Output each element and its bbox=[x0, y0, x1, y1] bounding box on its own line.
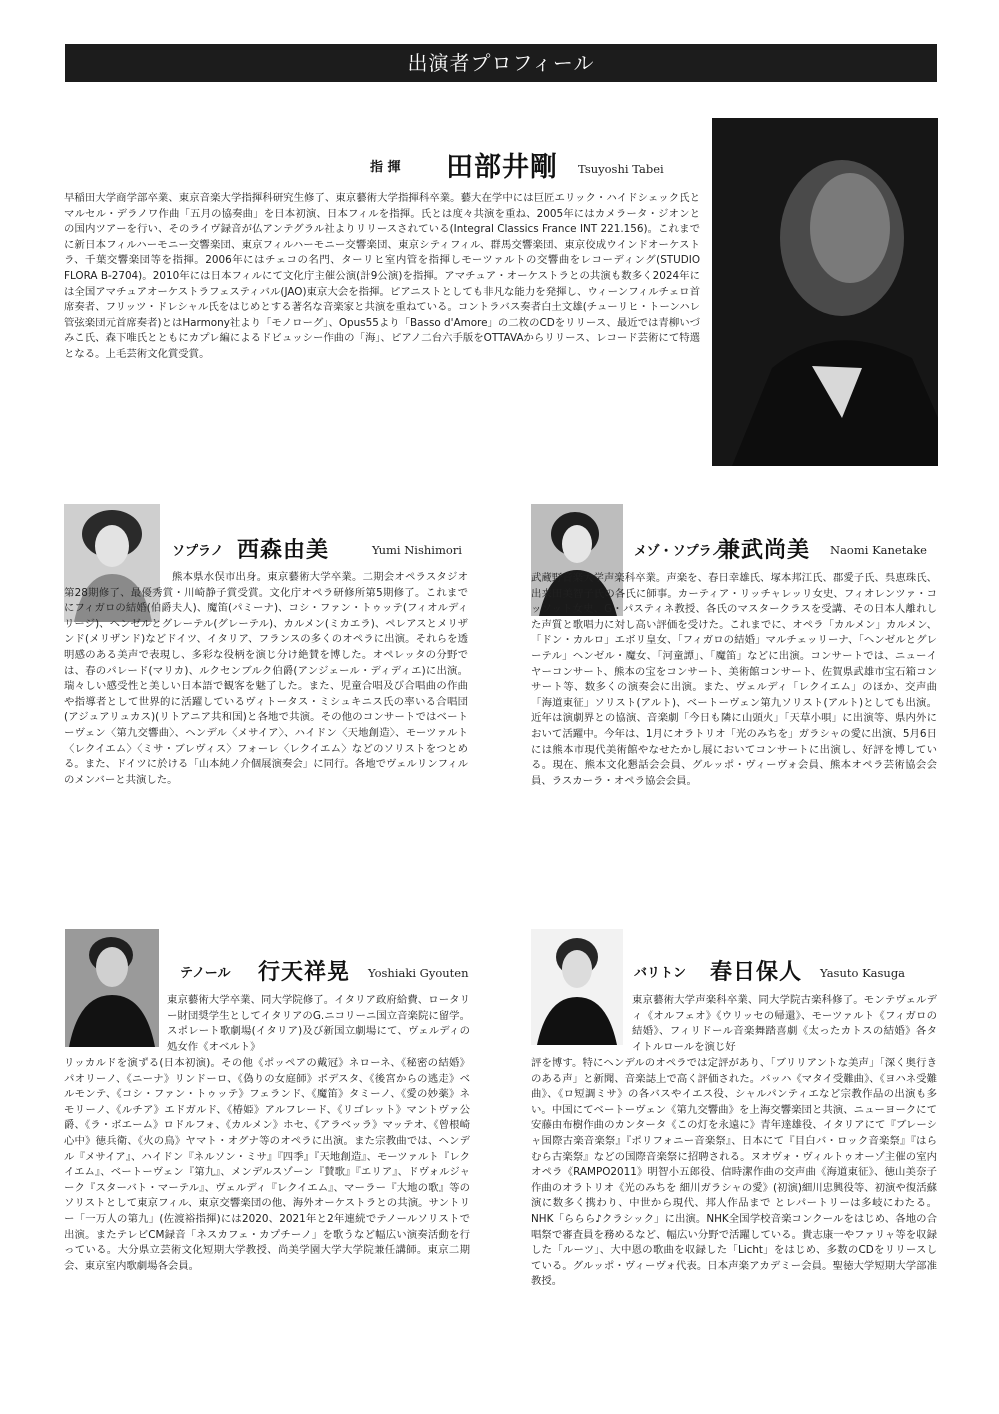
bio-gyouten-lead: 東京藝術大学卒業、同大学院修了。イタリア政府給費、ロータリー財団奨学生としてイタリアのG.ニコリーニ国立音楽院に留学。スポレート歌劇場(イタリア)及び新国立劇場にて、ヴェルディの処女作《オベルト》 bbox=[167, 994, 470, 1053]
role-label-conductor: 指 揮 bbox=[370, 160, 401, 175]
page-title-bar bbox=[65, 44, 937, 82]
photo-gyouten bbox=[65, 929, 159, 1047]
role-label-mezzo-soprano: メゾ・ソプラノ bbox=[634, 544, 725, 559]
name-jp-tabei: 田部井剛 bbox=[446, 152, 558, 183]
name-jp-kasuga: 春日保人 bbox=[710, 960, 803, 985]
role-label-baritone: バリトン bbox=[634, 966, 687, 981]
photo-tabei bbox=[712, 118, 938, 466]
name-en-kanetake: Naomi Kanetake bbox=[830, 543, 927, 557]
name-jp-nishimori: 西森由美 bbox=[237, 538, 330, 563]
bio-kanetake: 武蔵野音楽大学声楽科卒業。声楽を、春日幸雄氏、塚本邦江氏、郡愛子氏、呉恵珠氏、出来田美智子氏の各氏に師事。カーティア・リッチャレッリ女史、フィオレンツァ・コッソット女史、G・パスティネ教授、各氏のマスタークラスを受講、その日本人離れした声質と歌唱力に対し高い評価を受けた。これまでに、オペラ「カルメン」カルメン、「ドン・カルロ」エボリ皇女、「フィガロの結婚」マルチェッリーナ、「ヘンゼルとグレーテル」ヘンゼル・魔女、「河童譚」、「魔笛」などに出演。コンサートでは、ニューイヤーコンサート、熊本の宝をコンサート、美術館コンサート、佐賀県武雄市宝石箱コンサート等、数多くの演奏会に出演。また、ヴェルディ「レクイエム」のほか、交声曲「海道東征」ソリスト(アルト)、ベートーヴェン第九ソリスト(アルト)としても出演。近年は演劇界との協演、音楽劇「今日も隣に山頭火」「天草小唄」に出演等、県内外において活躍中。今年は、1月にオラトリオ「光のみちを」ガラシャの愛に出演、5月6日には熊本市現代美術館やなせたかし展においてコンサートに出演し、好評を博している。現在、熊本文化懇話会会員、グルッポ・ヴィーヴォ会員、熊本オペラ芸術協会会員、ラスカーラ・オペラ協会会員。 bbox=[531, 572, 937, 787]
bio-gyouten: リッカルドを演ずる(日本初演)。その他《ポッペアの戴冠》ネローネ、《秘密の結婚》パオリーノ、《ニーナ》リンドーロ、《偽りの女庭師》ボデスタ、《後宮からの逃走》ベルモンテ、《コシ・ファン・トゥッテ》フェランド、《魔笛》タミーノ、《愛の妙薬》ネモリーノ、《ルチア》エドガルド、《椿姫》アルフレード、《リゴレット》マントヴァ公爵、《ラ・ボエーム》ロドルフォ、《カルメン》ホセ、《アラベッラ》マッテオ、《曾根崎心中》徳兵衛、《火の鳥》ヤマト・オグナ等のオペラに出演。また宗教曲では、ヘンデル『メサイア』、ハイドン『ネルソン・ミサ』『四季』『天地創造』、モーツァルト『レクイエム』、ベートーヴェン『第九』、メンデルスゾーン『賛歌』『エリア』、ドヴォルジャーク『スターバト・マーテル』、ヴェルディ『レクイエム』、マーラー『大地の歌』等のソリストとして東京フィル、東京交響楽団の他、海外オーケストラとの共演。サントリー「一万人の第九」(佐渡裕指揮)には2020、2021年と2年連続でテノールソリストで出演。またテレビCM録音「ネスカフェ・カプチーノ」を歌うなど幅広い演奏活動を行っている。大分県立芸術文化短期大学教授、尚美学園大学大学院兼任講師。東京二期会、東京室内歌劇場各会員。 bbox=[64, 1057, 470, 1272]
name-en-tabei: Tsuyoshi Tabei bbox=[578, 162, 664, 176]
name-en-gyouten: Yoshiaki Gyouten bbox=[368, 966, 469, 980]
bio-tabei: 早稲田大学商学部卒業、東京音楽大学指揮科研究生修了、東京藝術大学指揮科卒業。藝大在学中には巨匠エリック・ハイドシェック氏とマルセル・デラノワ作曲「五月の協奏曲」を日本初演、日本フィルを指揮。氏とは度々共演を重ね、2005年にはカメラータ・ジオンとの国内ツアーを行い、そのライヴ録音が仏アンテグラル社よりリリースされている(Integral Classics France INT 221.156)。これまでに新日本フィルハーモニー交響楽団、東京フィルハーモニー交響楽団、東京シティフィル、群馬交響楽団、東京佼成ウインドオーケストラ、千葉交響楽団等を指揮。2006年にはチェコの名門、ターリヒ室内管を指揮しモーツァルトの交響曲をレコーディング(STUDIO FLORA B-2704)。2010年には日本フィルにて文化庁主催公演(計9公演)を指揮。アマチュア・オーケストラとの共演も数多く2024年には全国アマチュアオーケストラフェスティバル(JAO)東京大会を指揮。ピアニストとしても非凡な能力を発揮し、ウィーンフィルチェロ首席奏者、フリッツ・ドレシャル氏をはじめとする著名な音楽家と共演を重ねている。コントラバス奏者白土文雄(チューリヒ・トーンハレ管弦楽団元首席奏者)とはHarmony社より「モノローグ」、Opus55より「Basso d'Amore」の二枚のCDをリリース、最近では青柳いづみこ氏、森下唯氏とともにカプレ編によるドビュッシー作曲の「海」、ピアノ二台六手版をOTTAVAからリリース、レコード芸術にて特選となる。上毛芸術文化賞受賞。 bbox=[64, 192, 700, 360]
photo-kasuga bbox=[531, 929, 623, 1045]
name-en-kasuga: Yasuto Kasuga bbox=[820, 966, 906, 980]
bio-kasuga: 評を博す。特にヘンデルのオペラでは定評があり、「ブリリアントな美声」「深く奥行きのある声」と新聞、音楽誌上で高く評価された。バッハ《マタイ受難曲》、《ヨハネ受難曲》、《ロ短調ミサ》の各バスやイエス役、シャルパンティエなど宗教作品の出演も多い。中国にてベートーヴェン《第九交響曲》を上海交響楽団と共演、ニューヨークにて安藤由布樹作曲のカンタータ《この灯を永遠に》青年達雄役、イタリアにて『ブレーシャ国際古楽音楽祭』『ポリフォニー音楽祭』、日本にて『目白バ・ロック音楽祭』『はらむら古楽祭』などの国際音楽祭に招聘される。ヌオヴォ・ヴィルトゥオーゾ主催の室内オペラ《RAMPO2011》明智小五郎役、信時潔作曲の交声曲《海道東征》、徳山美奈子作曲のオラトリオ《光のみちを 細川ガラシャの愛》(初演)細川忠興役等、初演や復活蘇演に数多く携わり、中世から現代、邦人作品まで とレパートリーは多岐にわたる。NHK「ららら♪クラシック」に出演。NHK全国学校音楽コンクールをはじめ、各地の合唱祭で審査員を務めるなど、幅広い分野で活躍している。貴志康一やファリャ等を収録した「ルーツ」、大中恩の歌曲を収録した「Licht」をはじめ、多数のCDをリリースしている。グルッポ・ヴィーヴォ代表。日本声楽アカデミー会員。聖徳大学短期大学部准教授。 bbox=[531, 1057, 937, 1288]
page-title: 出演者プロフィール bbox=[407, 51, 595, 75]
bio-kasuga-lead: 東京藝術大学声楽科卒業、同大学院古楽科修了。モンテヴェルディ《オルフェオ》《ウリッセの帰還》、モーツァルト《フィガロの結婚》、フィリドール音楽舞踏喜劇《太ったカトスの結婚》各タイトルロールを演じ好 bbox=[632, 994, 937, 1053]
name-jp-gyouten: 行天祥晃 bbox=[258, 960, 351, 985]
role-label-soprano: ソプラノ bbox=[172, 544, 224, 559]
role-label-tenor: テノール bbox=[180, 966, 231, 981]
name-jp-kanetake: 兼武尚美 bbox=[718, 538, 811, 563]
bio-nishimori: 熊本県水俣市出身。東京藝術大学卒業。二期会オペラスタジオ第28期修了、最優秀賞・川崎静子賞受賞。文化庁オペラ研修所第5期修了。これまでにフィガロの結婚(伯爵夫人)、魔笛(パミーナ)、コシ・ファン・トゥッテ(フィオルディリージ)、ヘンゼルとグレーテル(グレーテル)、カルメン(ミカエラ)、ペレアスとメリザンド(メリザンド)などドイツ、イタリア、フランスの多くのオペラに出演。それらを透明感のある美声で表現し、多彩な役柄を演じ分け絶賛を博した。オペレッタの分野では、春のパレード(マリカ)、ルクセンブルク伯爵(アンジェール・ディディエ)に出演。瑞々しい感受性と美しい日本語で観客を魅了した。また、児童合唱及び合唱曲の作曲や指導者として世界的に活躍しているヴィトータス・ミシュキニス氏の率いる合唱団(アジュアリュカス)(リトアニア共和国)と各地で共演。その他のコンサートではベートーヴェン〈第九交響曲〉、ヘンデル〈メサイア〉、ハイドン〈天地創造〉、モーツァルト〈レクイエム〉〈ミサ・ブレヴィス〉フォーレ〈レクイエム〉などのソリストをつとめる。また、ドイツに於ける「山本純ノ介個展演奏会」に同行。各地でヴェルリンフィルのメンバーと共演した。 bbox=[64, 571, 468, 786]
name-en-nishimori: Yumi Nishimori bbox=[372, 543, 462, 557]
